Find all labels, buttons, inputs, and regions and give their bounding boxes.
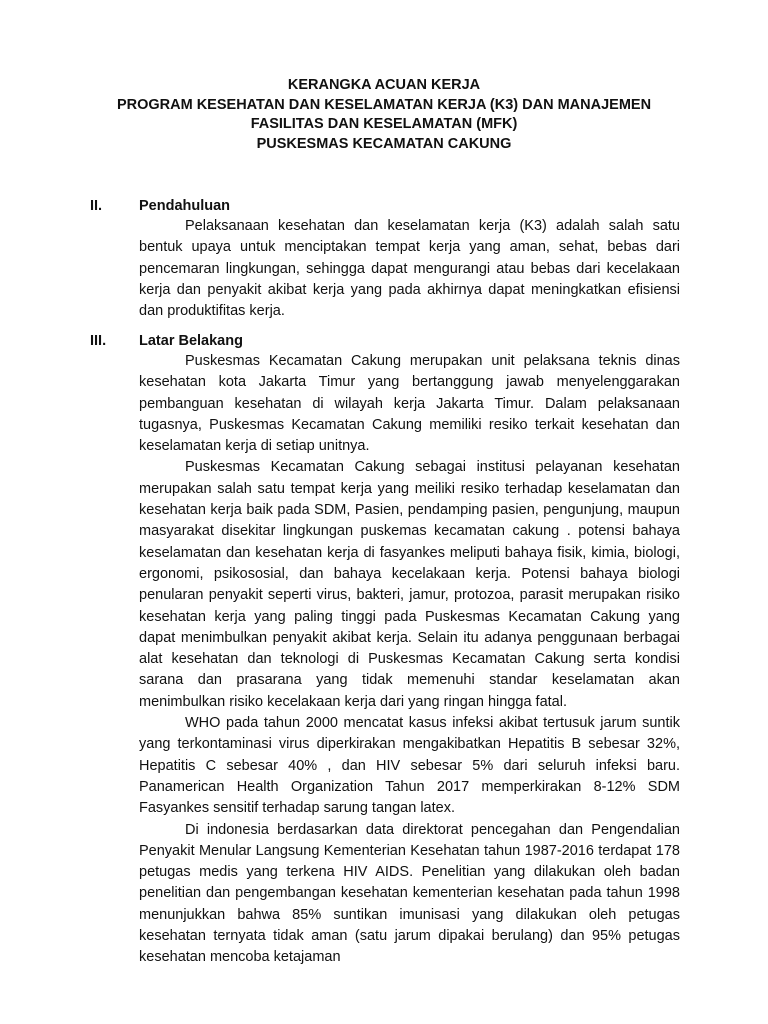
paragraph: Pelaksanaan kesehatan dan keselamatan kerja (K3) adalah salah satu bentuk upaya untuk menciptakan tempat kerja yang aman, sehat, bebas dari pencemaran lingkungan, sehingga dapat mengurangi atau bebas dari kecelakaan kerja dan penyakit akibat kerja yang pada akhirnya dapat meningkatkan efisiensi dan produktifitas kerja. bbox=[139, 218, 680, 320]
organization-name: PUSKESMAS KECAMATAN CAKUNG bbox=[256, 135, 512, 152]
program-title-line-2: FASILITAS DAN KESELAMATAN (MFK) bbox=[250, 116, 518, 132]
section-heading bbox=[90, 197, 680, 216]
paragraph: Puskesmas Kecamatan Cakung merupakan unit pelaksana teknis dinas kesehatan kota Jakarta Timur yang bertanggung jawab menyelenggarakan pembanguan kesehatan di wilayah kerja Jakarta Timur. Dalam pelaksanaan tugasnya, Puskesmas Kecamatan Cakung memiliki resiko terkait kesehatan dan keselamatan kerja di setiap unitnya. bbox=[139, 353, 680, 455]
program-title-line-1: PROGRAM KESEHATAN DAN KESELAMATAN KERJA (K3) DAN MANAJEMEN bbox=[116, 96, 652, 113]
section-title: Pendahuluan bbox=[139, 198, 231, 214]
section-heading bbox=[90, 332, 680, 351]
section-pendahuluan bbox=[90, 197, 680, 322]
section-latar-belakang bbox=[90, 332, 680, 969]
section-body bbox=[139, 351, 680, 969]
section-body bbox=[139, 216, 680, 322]
paragraph: Di indonesia berdasarkan data direktorat pencegahan dan Pengendalian Penyakit Menular Langsung Kementerian Kesehatan tahun 1987-2016 terdapat 178 petugas medis yang terkena HIV AIDS. Penelitian yang dilakukan oleh badan penelitian dan pengembangan kesehatan kementerian kesehatan pada tahun 1998 menunjukkan bahwa 85% suntikan imunisasi yang dilakukan oleh petugas kesehatan ternyata tidak aman (satu jarum dipakai berulang) dan 95% petugas kesehatan mencoba ketajaman bbox=[139, 821, 680, 966]
document-header bbox=[0, 76, 768, 154]
paragraph: Puskesmas Kecamatan Cakung sebagai institusi pelayanan kesehatan merupakan salah satu tempat kerja yang meiliki resiko terhadap keselamatan dan kesehatan kerja baik pada SDM, Pasien, pendamping pasien, pengunjung, maupun masyarakat disekitar lingkungan puskemas kecamatan cakung . potensi bahaya keselamatan dan kesehatan kerja di fasyankes meliputi bahaya fisik, kimia, biologi, ergonomi, psikososial, dan bahaya kecelakaan kerja. Potensi bahaya biologi penularan penyakit seperti virus, bakteri, jamur, protozoa, parasit merupakan risiko kesehatan kerja yang paling tinggi pada Puskesmas Kecamatan Cakung yang dapat menimbulkan penyakit akibat kerja. Selain itu adanya penggunaan berbagai alat kesehatan dan teknologi di Puskesmas Kecamatan Cakung serta kondisi sarana dan prasarana yang tidak memenuhi standar keselamatan akan menimbulkan risiko kecelakaan kerja dari yang ringan hingga fatal. bbox=[139, 459, 680, 710]
section-title: Latar Belakang bbox=[139, 333, 243, 349]
section-number: II. bbox=[90, 198, 103, 214]
paragraph: WHO pada tahun 2000 mencatat kasus infeksi akibat tertusuk jarum suntik yang terkontaminasi virus diperkirakan mengakibatkan Hepatitis B sebesar 32%, Hepatitis C sebesar 40% , dan HIV sebesar 5% dari seluruh infeksi baru. Panamerican Health Organization Tahun 2017 memperkirakan 8-12% SDM Fasyankes sensitif terhadap sarung tangan latex. bbox=[139, 715, 680, 817]
section-number: III. bbox=[90, 333, 107, 349]
document-title: KERANGKA ACUAN KERJA bbox=[287, 77, 481, 93]
